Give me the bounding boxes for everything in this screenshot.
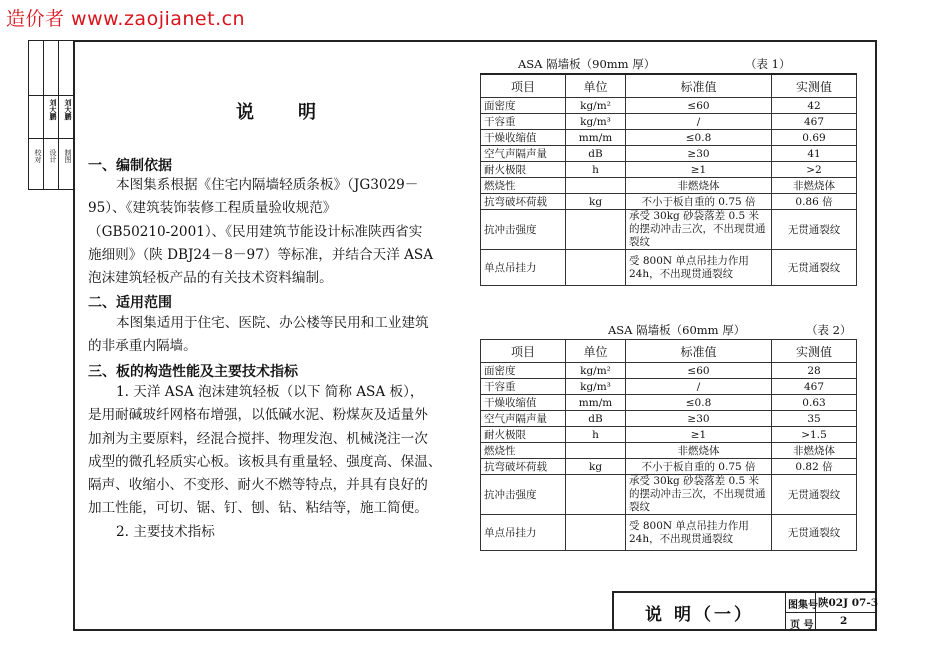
table-cell: 干容重 xyxy=(481,114,566,130)
table-cell: kg xyxy=(566,459,626,475)
table-header-cell: 单位 xyxy=(566,340,626,363)
para-line: 1. 天洋 ASA 泡沫建筑轻板（以下 简称 ASA 板）， xyxy=(116,384,424,400)
table-row xyxy=(481,178,857,194)
table-cell: 无贯通裂纹 xyxy=(772,475,857,515)
table-row xyxy=(481,114,857,130)
table-cell: 抗冲击强度 xyxy=(481,475,566,515)
table-cell: ≤0.8 xyxy=(626,130,772,146)
table-cell: 无贯通裂纹 xyxy=(772,210,857,250)
para-line: （GB50210-2001）、《民用建筑节能设计标准陕西省实 xyxy=(88,223,423,240)
table-cell: 467 xyxy=(772,379,857,395)
drawing-name: 说 明（一） xyxy=(614,593,786,631)
table-cell: 抗弯破坏荷载 xyxy=(481,459,566,475)
table-cell: 空气声隔声量 xyxy=(481,411,566,427)
table-cell: 无贯通裂纹 xyxy=(772,515,857,551)
table-row xyxy=(481,379,857,395)
section-heading-scope: 二、适用范围 xyxy=(88,295,172,311)
table-header-cell: 实测值 xyxy=(772,340,857,363)
table-cell: >1.5 xyxy=(772,427,857,443)
table-cell: ≥30 xyxy=(626,411,772,427)
table-cell: 抗冲击强度 xyxy=(481,210,566,250)
table1-tag: （表 1） xyxy=(745,57,791,71)
signature-strip xyxy=(28,40,73,190)
table-row xyxy=(481,130,857,146)
table-row xyxy=(481,162,857,178)
table-cell: 干容重 xyxy=(481,379,566,395)
title-block xyxy=(612,591,877,631)
table-cell: 41 xyxy=(772,146,857,162)
table-cell: mm/m xyxy=(566,130,626,146)
table-row xyxy=(481,459,857,475)
table-cell: h xyxy=(566,162,626,178)
table-row xyxy=(481,146,857,162)
table-cell: dB xyxy=(566,146,626,162)
table-cell: ≤0.8 xyxy=(626,395,772,411)
table-cell: 耐火极限 xyxy=(481,427,566,443)
table-row xyxy=(481,363,857,379)
title-char-1: 说 xyxy=(236,102,258,123)
para-line: 95）、《建筑装饰装修工程质量验收规范》 xyxy=(88,200,337,217)
table-cell: kg/m² xyxy=(566,98,626,114)
para-line: 隔声、收缩小、不变形、耐火不燃等特点，并具有良好的 xyxy=(88,477,428,494)
page-number-label: 页 号 xyxy=(790,620,814,631)
table-cell: ≥1 xyxy=(626,427,772,443)
table-cell: kg xyxy=(566,194,626,210)
table-cell xyxy=(566,443,626,459)
table2-tag: （表 2） xyxy=(806,323,852,337)
table-cell: 不小于板自重的 0.75 倍 xyxy=(626,459,772,475)
table-cell: 受 800N 单点吊挂力作用 24h，不出现贯通裂纹 xyxy=(626,250,772,286)
table-cell: 干燥收缩值 xyxy=(481,395,566,411)
spec-table-90mm xyxy=(480,73,857,286)
table-cell: 无贯通裂纹 xyxy=(772,250,857,286)
sig-label-check: 校对 xyxy=(34,149,42,163)
table-cell: / xyxy=(626,114,772,130)
table-cell: 非燃烧体 xyxy=(626,443,772,459)
table-cell: 非燃烧体 xyxy=(772,178,857,194)
table-cell: kg/m³ xyxy=(566,114,626,130)
table-cell: >2 xyxy=(772,162,857,178)
table-header-cell: 实测值 xyxy=(772,74,857,98)
watermark-text: 造价者 www.zaojianet.cn xyxy=(6,8,246,30)
atlas-number-label: 图集号 xyxy=(788,600,818,611)
para-line: 施细则》（陕 DBJ24－8－97）等标准，并结合天洋 ASA xyxy=(88,246,434,263)
page-number: 2 xyxy=(840,615,848,627)
table-cell: 空气声隔声量 xyxy=(481,146,566,162)
table-cell: ≤60 xyxy=(626,363,772,379)
table-row xyxy=(481,427,857,443)
table-header-cell: 标准值 xyxy=(626,74,772,98)
para-line: 的非承重内隔墙。 xyxy=(88,338,197,355)
table-cell: 0.69 xyxy=(772,130,857,146)
table-row xyxy=(481,210,857,250)
para-line: 加工性能，可切、锯、钉、刨、钻、粘结等，施工简便。 xyxy=(88,500,428,517)
section-basis-text xyxy=(88,174,466,290)
table-cell: 承受 30kg 砂袋落差 0.5 米的摆动冲击三次，不出现贯通裂纹 xyxy=(626,210,772,250)
page-title xyxy=(236,98,320,124)
table-row xyxy=(481,98,857,114)
para-line: 泡沫建筑轻板产品的有关技术资料编制。 xyxy=(88,270,333,287)
table-cell: 受 800N 单点吊挂力作用 24h，不出现贯通裂纹 xyxy=(626,515,772,551)
table-cell xyxy=(566,250,626,286)
table-cell: 燃烧性 xyxy=(481,178,566,194)
table-cell: 耐火极限 xyxy=(481,162,566,178)
table-cell: 非燃烧体 xyxy=(772,443,857,459)
table-cell: 467 xyxy=(772,114,857,130)
table-cell: ≥1 xyxy=(626,162,772,178)
table-row xyxy=(481,475,857,515)
section-heading-specs: 三、板的构造性能及主要技术指标 xyxy=(88,364,298,380)
para-line: 2. 主要技术指标 xyxy=(116,523,215,540)
table-header-cell: 项目 xyxy=(481,74,566,98)
table-cell: 42 xyxy=(772,98,857,114)
table-cell xyxy=(566,515,626,551)
table-row xyxy=(481,395,857,411)
para-line: 是用耐碱玻纤网格布增强，以低碱水泥、粉煤灰及适量外 xyxy=(88,407,428,424)
table-cell: 0.63 xyxy=(772,395,857,411)
table-cell: 承受 30kg 砂袋落差 0.5 米的摆动冲击三次，不出现贯通裂纹 xyxy=(626,475,772,515)
table-header-cell: 标准值 xyxy=(626,340,772,363)
table-cell: 非燃烧体 xyxy=(626,178,772,194)
para-line: 本图集适用于住宅、医院、办公楼等民用和工业建筑 xyxy=(116,315,429,331)
table-row xyxy=(481,250,857,286)
table-cell: 0.82 倍 xyxy=(772,459,857,475)
spec-table-60mm xyxy=(480,339,857,551)
table-header-cell: 单位 xyxy=(566,74,626,98)
table-cell: ≤60 xyxy=(626,98,772,114)
table2-caption: ASA 隔墙板（60mm 厚） xyxy=(608,323,746,337)
table-cell: 干燥收缩值 xyxy=(481,130,566,146)
table-cell: 面密度 xyxy=(481,363,566,379)
table-cell: mm/m xyxy=(566,395,626,411)
table-cell: 单点吊挂力 xyxy=(481,515,566,551)
table-cell xyxy=(566,178,626,194)
table-row xyxy=(481,411,857,427)
title-char-2: 明 xyxy=(298,102,320,123)
table-cell: 燃烧性 xyxy=(481,443,566,459)
table-cell: 不小于板自重的 0.75 倍 xyxy=(626,194,772,210)
section-scope-text xyxy=(88,312,466,359)
table-cell: 面密度 xyxy=(481,98,566,114)
atlas-number: 陕02J 07-3 xyxy=(818,597,879,609)
table-row xyxy=(481,194,857,210)
table1-caption: ASA 隔墙板（90mm 厚） xyxy=(518,57,656,71)
table-cell: kg/m³ xyxy=(566,379,626,395)
table-cell: 35 xyxy=(772,411,857,427)
table-cell: 28 xyxy=(772,363,857,379)
table-cell: 抗弯破坏荷载 xyxy=(481,194,566,210)
table-cell xyxy=(566,210,626,250)
para-line: 成型的微孔轻质实心板。该板具有重量轻、强度高、保温、 xyxy=(88,453,442,470)
section-heading-basis: 一、编制依据 xyxy=(88,158,172,174)
sig-name-1: 刘大鹏 xyxy=(49,99,58,120)
table-cell: 单点吊挂力 xyxy=(481,250,566,286)
sig-label-design: 设计 xyxy=(49,149,57,163)
para-line: 加剂为主要原料，经混合搅拌、物理发泡、机械浇注一次 xyxy=(88,430,428,447)
section-specs-text xyxy=(88,381,466,544)
sig-name-2: 刘大鹏 xyxy=(64,99,73,120)
table-header-cell: 项目 xyxy=(481,340,566,363)
table-cell: h xyxy=(566,427,626,443)
sig-label-draw: 制图 xyxy=(64,149,72,163)
table-cell: dB xyxy=(566,411,626,427)
table-row xyxy=(481,515,857,551)
table-cell: 0.86 倍 xyxy=(772,194,857,210)
table-cell: kg/m² xyxy=(566,363,626,379)
table-cell xyxy=(566,475,626,515)
table-row xyxy=(481,443,857,459)
para-line: 本图集系根据《住宅内隔墙轻质条板》（JG3029－ xyxy=(116,177,419,193)
table-cell: ≥30 xyxy=(626,146,772,162)
table-cell: / xyxy=(626,379,772,395)
